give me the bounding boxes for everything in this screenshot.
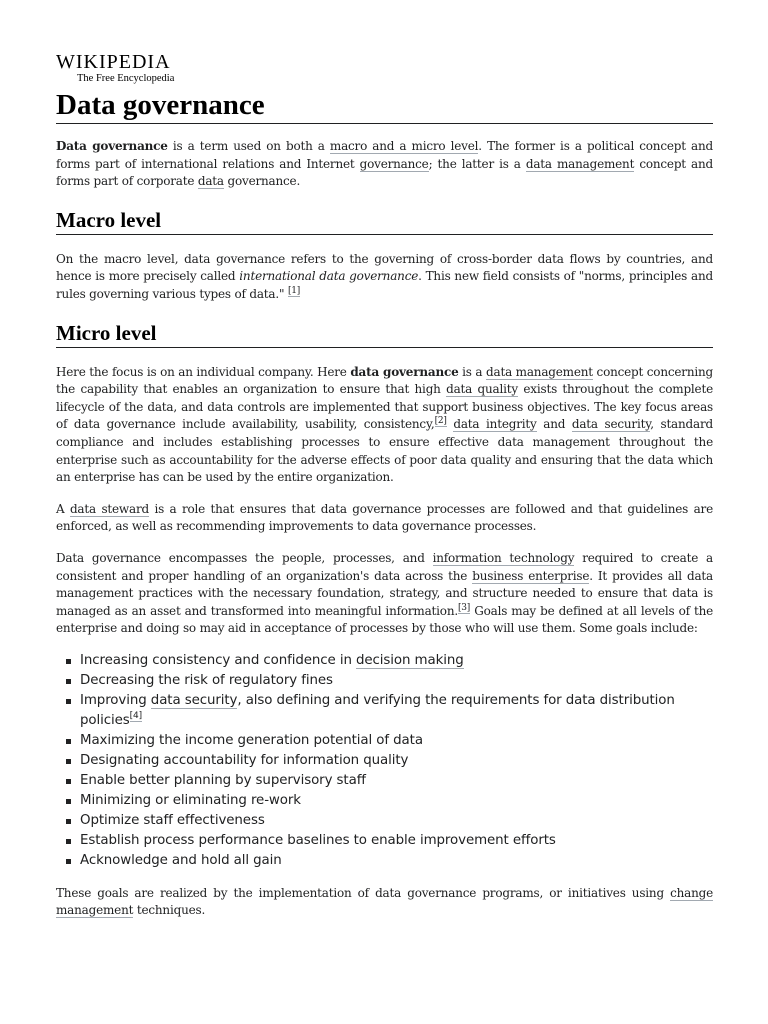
intro-bold-term: Data governance: [56, 139, 168, 153]
list-item: Optimize staff effectiveness: [66, 811, 713, 831]
micro-paragraph-4: These goals are realized by the implementation of data governance programs, or initiatives using change management techniques.: [56, 885, 713, 918]
link-data-management-2[interactable]: data management: [486, 364, 593, 379]
link-data-quality[interactable]: data quality: [446, 382, 518, 397]
list-item: Enable better planning by supervisory staff: [66, 771, 713, 791]
reference-3[interactable]: [3]: [457, 602, 471, 613]
logo-tagline: The Free Encyclopedia: [77, 73, 175, 84]
micro-bold-term: data governance: [350, 364, 459, 379]
list-item: Acknowledge and hold all gain: [66, 851, 713, 871]
micro-paragraph-3: Data governance encompasses the people, processes, and information technology required to create a consistent and proper handling of an organization's data across the business enterprise. It provides all data management practices with the necessary foundation, strategy, and structure needed to ensure that data is managed as an asset and transformed into meaningful information.[3] Goals may be defined at all levels of the enterprise and doing so may aid in acceptance of processes by those who will use them. Some goals include:: [56, 550, 713, 636]
list-item: Minimizing or eliminating re-work: [66, 791, 713, 811]
list-item: Improving data security, also defining and verifying the requirements for data distribution policies[4]: [66, 691, 713, 731]
list-item: Designating accountability for information quality: [66, 751, 713, 771]
link-decision-making[interactable]: decision making: [356, 652, 464, 668]
link-data-steward[interactable]: data steward: [69, 501, 149, 516]
article: [56, 52, 713, 920]
reference-2[interactable]: [2]: [434, 416, 447, 427]
intro-paragraph: Data governance is a term used on both a macro and a micro level. The former is a political concept and forms part of international relations and Internet governance; the latter is a data management concept and forms part of corporate data governance.: [56, 139, 713, 189]
reference-4[interactable]: [4]: [129, 711, 143, 722]
link-data-management[interactable]: data management: [525, 156, 635, 171]
macro-italic-term: international data governance: [239, 269, 419, 284]
page-title: Data governance: [56, 88, 713, 124]
link-data-security[interactable]: data security: [571, 417, 651, 432]
macro-paragraph: On the macro level, data governance refers to the governing of cross-border data flows by countries, and hence is more precisely called international data governance. This new field consists of "norms, principles and rules governing various types of data." [1]: [56, 251, 713, 301]
list-item: Decreasing the risk of regulatory fines: [66, 671, 713, 691]
list-item: Increasing consistency and confidence in decision making: [66, 651, 713, 671]
link-data-integrity[interactable]: data integrity: [453, 417, 537, 432]
heading-macro-level: Macro level: [56, 207, 713, 235]
link-data[interactable]: data: [197, 174, 224, 189]
list-item: Establish process performance baselines to enable improvement efforts: [66, 831, 713, 851]
link-governance[interactable]: governance: [359, 156, 429, 171]
heading-micro-level: Micro level: [56, 320, 713, 348]
link-macro-micro-level[interactable]: macro and a micro level: [329, 139, 479, 153]
logo-wordmark: WIKIPEDIA: [56, 51, 171, 73]
goals-list: [56, 651, 713, 871]
link-data-security-2[interactable]: data security: [150, 692, 238, 708]
link-information-technology[interactable]: information technology: [432, 550, 575, 565]
micro-paragraph-1: Here the focus is on an individual company. Here data governance is a data management concept concerning the capability that enables an organization to ensure that high data quality exists throughout the complete lifecycle of the data, and data controls are implemented that support business objectives. The key focus areas of data governance include availability, usability, consistency,[2] data integrity and data security, standard compliance and includes establishing processes to ensure effective data management throughout the enterprise such as accountability for the adverse effects of poor data quality and ensuring that the data which an enterprise has can be used by the entire organization.: [56, 364, 713, 485]
link-business-enterprise[interactable]: business enterprise: [472, 568, 590, 583]
reference-1[interactable]: [1]: [287, 285, 301, 296]
wikipedia-logo[interactable]: [56, 52, 713, 88]
link-change-management[interactable]: change management: [56, 885, 713, 918]
micro-paragraph-2: A data steward is a role that ensures that data governance processes are followed and that guidelines are enforced, as well as recommending improvements to data governance processes.: [56, 501, 713, 534]
list-item: Maximizing the income generation potential of data: [66, 731, 713, 751]
